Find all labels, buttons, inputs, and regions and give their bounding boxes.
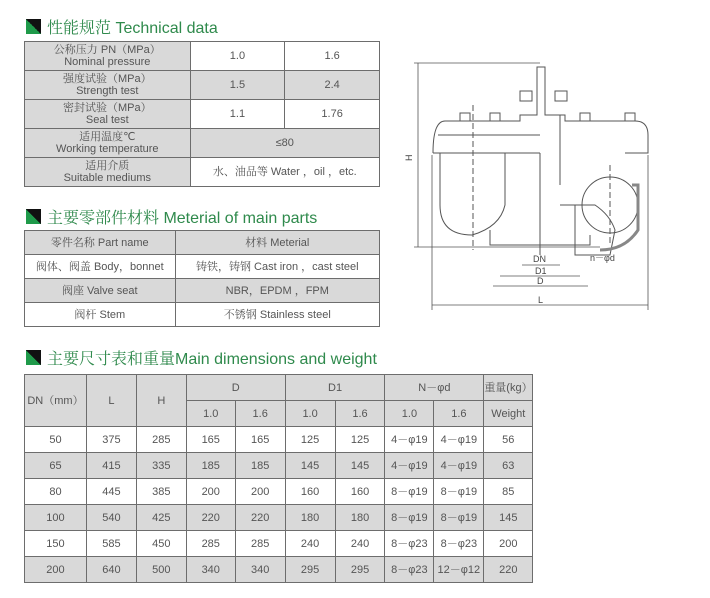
header-cell: 材料 Meterial [175,231,379,255]
row-label [25,42,191,71]
cell: 阀体、阀盖 Body，bonnet [25,255,176,279]
cell: 200 [484,531,533,557]
dimension-lines [414,63,648,310]
valve-body [433,67,648,255]
cell: 8－φ23 [385,531,434,557]
cell: 150 [25,531,87,557]
header-pressure: 1.0 [186,401,235,427]
cell: 240 [285,531,335,557]
table-row [25,505,690,531]
label-cn: 适用介质 [85,160,130,172]
cell: 295 [335,557,385,583]
table-row [25,100,380,129]
table-row [25,158,380,187]
label-nd: n－φd [590,253,615,263]
label-cn: 密封试验（MPa） [62,102,152,114]
row-label [25,100,191,129]
label-cn: 适用温度℃ [79,131,136,143]
cell: 220 [484,557,533,583]
table-row [25,531,690,557]
cell: 375 [86,427,136,453]
materials-heading [26,205,317,228]
table-header [25,231,380,255]
label-en: Nominal pressure [64,56,151,68]
cell: 585 [86,531,136,557]
cell: 145 [335,453,385,479]
cell: 4－φ19 [385,427,434,453]
row-label [25,71,191,100]
section-marker-icon [26,350,41,365]
cell: 640 [86,557,136,583]
cell: 160 [335,479,385,505]
cell: 415 [86,453,136,479]
cell: 285 [186,531,235,557]
value: ≤80 [190,129,379,158]
valve-drawing [400,55,680,315]
label-en: Suitable mediums [63,172,151,184]
header-h: H [136,375,186,427]
dimensions-heading [26,346,377,369]
cell: 145 [285,453,335,479]
label-l: L [538,295,544,305]
cell: 165 [186,427,235,453]
cell: 80 [25,479,87,505]
cell: 8－φ19 [385,505,434,531]
value: 1.5 [190,71,285,100]
cell: 450 [136,531,186,557]
header-dn: DN（mm） [25,375,87,427]
header-pressure: 1.0 [385,401,434,427]
cell: 180 [285,505,335,531]
cell: 65 [25,453,87,479]
row-label [25,129,191,158]
materials-title: 主要零部件材料 Meterial of main parts [47,210,318,227]
cell: 56 [484,427,533,453]
cell: 8－φ19 [434,479,484,505]
materials-table [24,230,380,327]
cell: 160 [285,479,335,505]
technical-heading [26,15,218,38]
cell: 185 [235,453,285,479]
cell: 285 [136,427,186,453]
label-d1: D1 [535,266,547,276]
section-marker-icon [26,19,41,34]
row-label [25,158,191,187]
label-d: D [537,276,544,286]
cell: 165 [235,427,285,453]
header-d: D [186,375,285,401]
cell: 125 [335,427,385,453]
header-weight-en: Weight [484,401,533,427]
cell: 240 [335,531,385,557]
cell: 540 [86,505,136,531]
cell: 185 [186,453,235,479]
header-pressure: 1.0 [285,401,335,427]
dimensions-table [24,374,690,583]
header-l: L [86,375,136,427]
header-weight-cn: 重量(kg） [484,375,533,401]
value: 1.0 [190,42,285,71]
cell: NBR，EPDM ，FPM [175,279,379,303]
cell: 425 [136,505,186,531]
cell: 4－φ19 [434,453,484,479]
header-pressure: 1.6 [335,401,385,427]
value: 1.1 [190,100,285,129]
table-row [25,557,690,583]
header-nd: N－φd [385,375,484,401]
cell: 8－φ19 [385,479,434,505]
technical-title: 性能规范 Technical data [47,20,218,37]
cell: 不锈钢 Stainless steel [175,303,379,327]
value: 2.4 [285,71,380,100]
cell: 8－φ23 [434,531,484,557]
cell: 阀杆 Stem [25,303,176,327]
cell: 145 [484,505,533,531]
cell: 220 [235,505,285,531]
cell: 340 [186,557,235,583]
label-dn: DN [533,254,546,264]
cell: 4－φ19 [434,427,484,453]
value: 水、油品等 Water ，oil ，etc. [190,158,379,187]
cell: 63 [484,453,533,479]
cell: 200 [235,479,285,505]
cell: 8－φ19 [434,505,484,531]
cell: 220 [186,505,235,531]
label-en: Strength test [76,85,139,97]
cell: 445 [86,479,136,505]
table-row [25,42,380,71]
header-d1: D1 [285,375,385,401]
technical-table [24,41,380,187]
table-row [25,453,690,479]
section-marker-icon [26,209,41,224]
label-cn: 强度试验（MPa） [62,73,152,85]
table-row [25,255,380,279]
cell: 12－φ12 [434,557,484,583]
cell: 50 [25,427,87,453]
cell: 200 [186,479,235,505]
label-h: H [404,154,414,161]
cell: 铸铁，铸钢 Cast iron ，cast steel [175,255,379,279]
header-pressure: 1.6 [235,401,285,427]
cell: 100 [25,505,87,531]
cell: 阀座 Valve seat [25,279,176,303]
cell: 335 [136,453,186,479]
cell: 85 [484,479,533,505]
cell: 295 [285,557,335,583]
table-row [25,129,380,158]
header-pressure: 1.6 [434,401,484,427]
table-row [25,71,380,100]
header-cell: 零件名称 Part name [25,231,176,255]
label-en: Seal test [85,114,129,126]
cell: 125 [285,427,335,453]
value: 1.76 [285,100,380,129]
cell: 500 [136,557,186,583]
label-cn: 公称压力 PN（MPa） [53,44,161,56]
cell: 4－φ19 [385,453,434,479]
table-row [25,479,690,505]
cell: 200 [25,557,87,583]
cell: 285 [235,531,285,557]
value: 1.6 [285,42,380,71]
table-header [25,375,690,401]
cell: 8－φ23 [385,557,434,583]
cell: 180 [335,505,385,531]
table-row [25,279,380,303]
table-row [25,427,690,453]
cell: 385 [136,479,186,505]
dimensions-title: 主要尺寸表和重量Main dimensions and weight [47,351,377,368]
label-en: Working temperature [56,143,159,155]
table-row [25,303,380,327]
cell: 340 [235,557,285,583]
